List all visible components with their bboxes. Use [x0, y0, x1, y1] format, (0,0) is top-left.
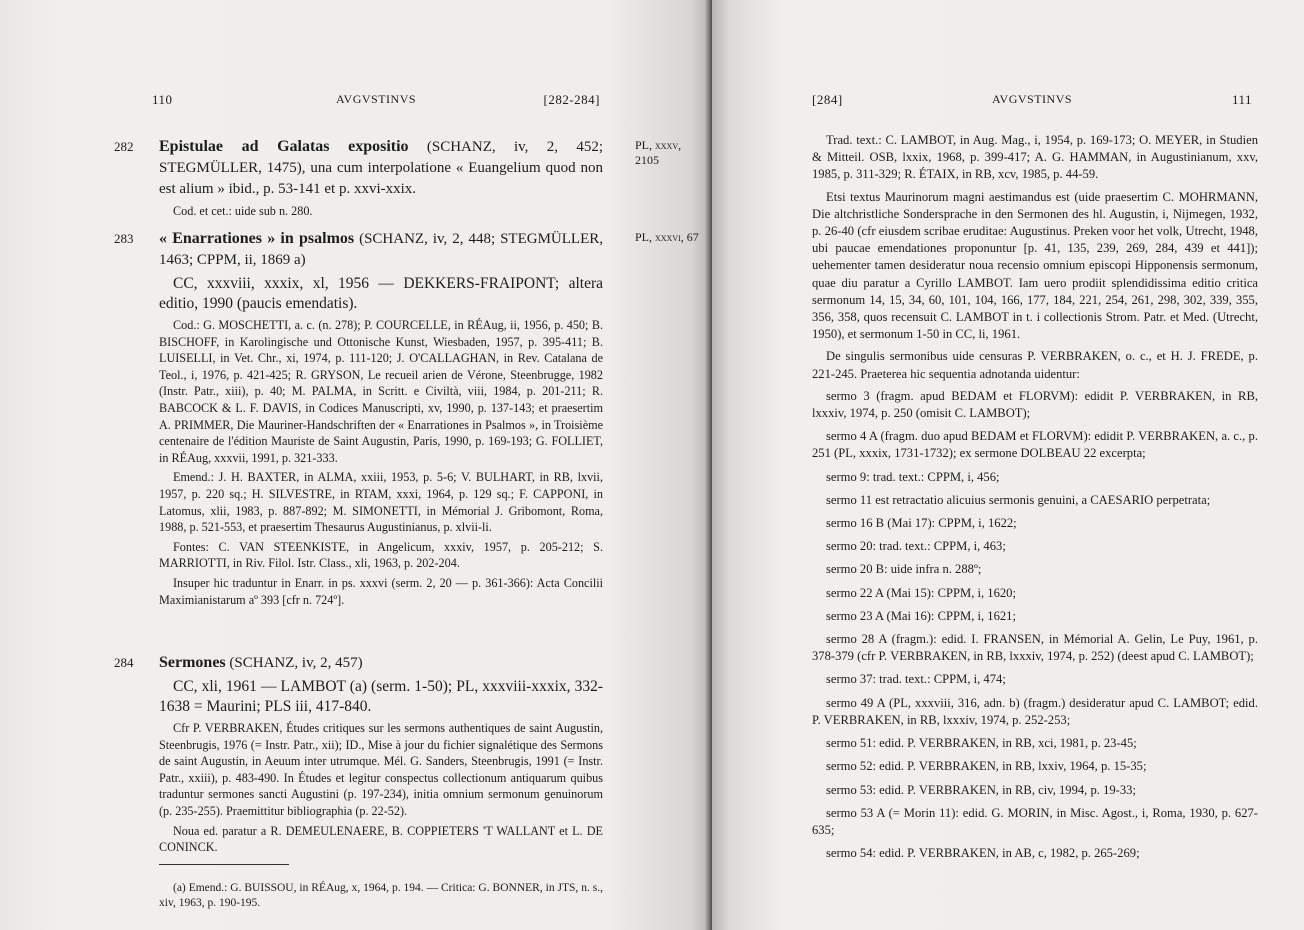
entry-codices: Cod.: G. MOSCHETTI, a. c. (n. 278); P. COURCELLE, in RÉAug, ii, 1956, p. 450; B. BISCHOFF, in Karolingische und Ottonische Kunst, Wiesbaden, 1957, p. 395-411; B. LUISELLI, in Vet. Chr., xi, 1974, p. 111-120; J. O'CALLAGHAN, in Rev. Catalana de Teol., i, 1976, p. 421-425; R. GRYSON, Le recueil arien de Vérone, Steenbrugge, 1982 (Instr. Patr., xiii), p. 40; M. PALMA, in Scritt. e Civiltà, viii, 1984, p. 201-211; R. BABCOCK & L. F. DAVIS, in Codices Manuscripti, xv, 1990, p. 137-143; et praesertim A. PRIMMER, Die Mauriner-Handschriften der « Enarrationes in Psalmos », in Troisième centenaire de l'édition Mauriste de Saint Augustin, Paris, 1990, p. 169-193; G. FOLLIET, in RÉAug, xxxvii, 1991, p. 321-333.: [159, 318, 603, 465]
entry-insuper: Insuper hic traduntur in Enarr. in ps. xxxvi (serm. 2, 20 — p. 361-366): Acta Concilii Maximianistarum aº 393 [cfr n. 724º].: [159, 575, 603, 607]
sermon-entry: sermo 3 (fragm. apud BEDAM et FLORVM): edidit P. VERBRAKEN, in RB, lxxxiv, 1974, p. 250 (omisit C. LAMBOT);: [812, 388, 1258, 421]
sermon-entry: sermo 22 A (Mai 15): CPPM, i, 1620;: [826, 585, 1016, 600]
right-page-number: 111: [1231, 92, 1252, 107]
entry-cfr: Cfr P. VERBRAKEN, Études critiques sur les sermons authentiques de saint Augustin, Steenbrugis, 1976 (= Instr. Patr., xii); ID., Mise à jour du fichier signalétique des Sermons de saint Augustin, in Aeuum inter utrumque. Mél. G. Sanders, Steenbrugis, 1991 (= Instr. Patr., xxiii), p. 483-490. In Études et legitur conspectus collectionum antiquarum quibus traduntur sermones sancti Augustini (p. 197-234), initia omnium sermonum genuinorum (p. 235-255). Praemittitur bibliographia (p. 22-52).: [159, 721, 603, 818]
entry-codices: Cod. et cet.: uide sub n. 280.: [173, 204, 313, 218]
entry-title-rest: (SCHANZ, iv, 2, 457): [225, 655, 363, 671]
sermon-entry: sermo 52: edid. P. VERBRAKEN, in RB, lxxiv, 1964, p. 15-35;: [826, 759, 1147, 774]
sermon-entry: sermo 9: trad. text.: CPPM, i, 456;: [826, 469, 1000, 484]
right-section-range: [284]: [812, 92, 843, 107]
entry-body: [159, 136, 603, 220]
entry-fontes: Fontes: C. VAN STEENKISTE, in Angelicum, xxxiv, 1957, p. 205-212; S. MARRIOTTI, in Riv. Filol. Istr. Class., xli, 1963, p. 202-204.: [159, 539, 603, 571]
entry-title-rest: (SCHANZ, iv, 2, 452; STEGMÜLLER, 1475), una cum interpolatione « Euangelium quod non est alium » ibid., p. 53-141 et p. xxvi-xxix.: [159, 139, 603, 197]
footnote: (a) Emend.: G. BUISSOU, in RÉAug, x, 1964, p. 194. — Critica: G. BONNER, in JTS, n. s., xiv, 1963, p. 190-195.: [159, 882, 603, 909]
right-text-column: [812, 132, 1258, 868]
entry-edition: CC, xli, 1961 — LAMBOT (a) (serm. 1-50); PL, xxxviii-xxxix, 332-1638 = Maurini; PLS iii, 417-840.: [159, 678, 603, 715]
entry-title-bold: « Enarrationes » in psalmos: [159, 230, 355, 247]
entry-body: [159, 652, 603, 856]
entry-title: [159, 652, 603, 674]
sermon-entry: sermo 20 B: uide infra n. 288º;: [826, 562, 982, 577]
sermon-entry: sermo 4 A (fragm. duo apud BEDAM et FLORVM): edidit P. VERBRAKEN, a. c., p. 251 (PL, xxxix, 1731-1732); ex sermone DOLBEAU 22 excerpta;: [812, 429, 1258, 461]
paragraph-maurini: Etsi textus Maurinorum magni aestimandus est (uide praesertim C. MOHRMANN, Die altchristliche Sondersprache in den Sermonen des hl. Augustin, i, Nijmegen, 1932, p. 26-40 (cfr eiusdem scribae eruditae: Augustinus. Preken voor het volk, Utrecht, 1948, ubi paucae emendationes proponuntur [p. 41, 135, 239, 269, 284, 439 et 441]); uehementer tamen desideratur noua recensio omnium episcopi Hipponensis sermonum, quae diu paratur a Cyrillo LAMBOT. Iam uero prodiit splendidissima editio critica sermonum 14, 15, 34, 60, 101, 104, 166, 177, 184, 221, 254, 261, 298, 302, 339, 355, 356, 358, quos recensuit C. LAMBOT in t. i collectionis Strom. Patr. et Med. (Utrecht, 1950), et sermonum 1-50 in CC, li, 1961.: [812, 189, 1258, 342]
left-page-number: 110: [152, 92, 173, 107]
entry-noua-editio: Noua ed. paratur a R. DEMEULENAERE, B. COPPIETERS 'T WALLANT et L. DE CONINCK.: [159, 823, 603, 855]
entry-title-bold: Sermones: [159, 654, 226, 671]
paragraph-trad-text: Trad. text.: C. LAMBOT, in Aug. Mag., i, 1954, p. 169-173; O. MEYER, in Studien & Mitteil. OSB, lxxix, 1968, p. 399-417; A. G. HAMMAN, in Augustinianum, xxv, 1985, p. 311-329; R. ÉTAIX, in RB, xcv, 1985, p. 44-59.: [812, 133, 1258, 182]
footnote-rule: [159, 864, 289, 865]
entry-number: 283: [114, 231, 134, 246]
sermon-entry: sermo 49 A (PL, xxxviii, 316, adn. b) (fragm.) desideratur apud C. LAMBOT; edid. P. VERBRAKEN, in RB, lxxxiv, 1974, p. 252-253;: [812, 695, 1258, 727]
sermon-entry: sermo 11 est retractatio alicuius sermonis genuini, a CAESARIO perpetrata;: [826, 492, 1211, 507]
sermon-entry: sermo 16 B (Mai 17): CPPM, i, 1622;: [826, 516, 1017, 531]
entry-side-ref: PL, xxxvi, 67: [635, 230, 699, 244]
entry-side-ref: PL, xxxv, 2105: [635, 138, 682, 167]
sermon-entry: sermo 28 A (fragm.): edid. I. FRANSEN, in Mémorial A. Gelin, Le Puy, 1961, p. 378-379 (cfr P. VERBRAKEN, in RB, lxxxiv, 1974, p. 252) (deest apud C. LAMBOT);: [812, 632, 1258, 664]
right-page: [712, 0, 1304, 930]
right-running-title: AVGVSTINVS: [991, 92, 1073, 106]
entry-number: 282: [114, 139, 134, 154]
entry-title-rest: (SCHANZ, iv, 2, 448; STEGMÜLLER, 1463; CPPM, ii, 1869 a): [159, 231, 603, 268]
entry-edition: CC, xxxviii, xxxix, xl, 1956 — DEKKERS-FRAIPONT; altera editio, 1990 (paucis emendatis).: [159, 275, 603, 312]
entry-title: [159, 228, 603, 271]
entry-body: [159, 228, 603, 608]
sermon-entry: sermo 51: edid. P. VERBRAKEN, in RB, xci, 1981, p. 23-45;: [826, 736, 1137, 751]
entry-number: 284: [114, 655, 134, 670]
left-running-title: AVGVSTINVS: [335, 92, 417, 106]
sermon-entry: sermo 37: trad. text.: CPPM, i, 474;: [826, 672, 1006, 687]
entry-title: [159, 136, 603, 200]
entry-emendationes: Emend.: J. H. BAXTER, in ALMA, xxiii, 1953, p. 5-6; V. BULHART, in RB, lxvii, 1957, p. 220 sq.; H. SILVESTRE, in RTAM, xxxi, 1964, p. 129 sq.; F. CAPPONI, in Latomus, xlii, 1983, p. 887-892; M. SIMONETTI, in Mémorial J. Gribomont, Roma, 1988, p. 521-553, et praesertim Thesaurus Augustinianus, p. xlvii-li.: [159, 470, 603, 535]
sermon-entry: sermo 23 A (Mai 16): CPPM, i, 1621;: [826, 608, 1016, 623]
sermon-entry: sermo 53 A (= Morin 11): edid. G. MORIN, in Misc. Agost., i, Roma, 1930, p. 627-635;: [812, 805, 1258, 837]
sermon-entry: sermo 54: edid. P. VERBRAKEN, in AB, c, 1982, p. 265-269;: [826, 846, 1140, 861]
paragraph-censuras: De singulis sermonibus uide censuras P. VERBRAKEN, o. c., et H. J. FREDE, p. 221-245. Praeterea hic sequentia adnotanda uidentur:: [812, 349, 1258, 381]
entry-title-bold: Epistulae ad Galatas expositio: [159, 138, 409, 155]
left-section-range: [282-284]: [543, 92, 600, 107]
sermon-list: [812, 388, 1258, 862]
sermon-entry: sermo 20: trad. text.: CPPM, i, 463;: [826, 539, 1006, 554]
sermon-entry: sermo 53: edid. P. VERBRAKEN, in RB, civ, 1994, p. 19-33;: [826, 782, 1136, 797]
